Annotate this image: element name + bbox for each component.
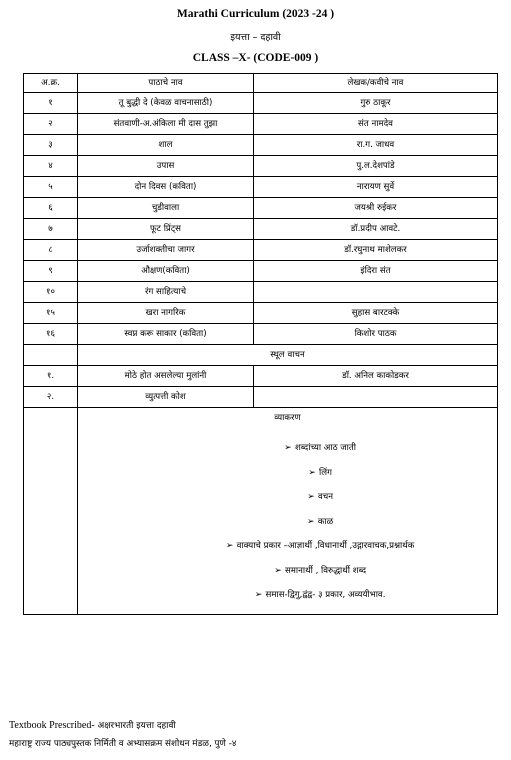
table-row	[24, 282, 498, 303]
row-number: ८	[24, 240, 78, 261]
publisher-line: महाराष्ट्र राज्य पाठ्यपुस्तक निर्मिती व अभ्यासक्रम संशोधन मंडळ, पुणे -४	[9, 739, 237, 749]
lesson-title: तू बुद्धी दे (केवळ वाचनासाठी)	[78, 93, 254, 114]
author-name: डॉ.रघुनाथ माशेलकर	[254, 240, 498, 261]
author-name: जयश्री रुईकर	[254, 198, 498, 219]
lesson-title: मोठे होत असलेल्या मुलांनी	[78, 366, 254, 387]
grammar-list	[140, 442, 497, 614]
table-row	[24, 198, 498, 219]
row-number: १	[24, 93, 78, 114]
grammar-item-text: काळ	[317, 516, 334, 527]
grammar-item	[140, 589, 497, 614]
table-row	[24, 114, 498, 135]
row-number: ९	[24, 261, 78, 282]
row-number: ६	[24, 198, 78, 219]
column-header-author: लेखक/कवीचे नाव	[254, 74, 498, 93]
grammar-item	[140, 540, 497, 565]
author-name: रा.ग. जाधव	[254, 135, 498, 156]
lesson-title: रंग साहित्याचे	[78, 282, 254, 303]
prescribed-label: Textbook Prescribed-	[9, 720, 95, 731]
author-name: डॉ.प्रदीप आवटे.	[254, 219, 498, 240]
class-subtitle: इयत्ता – दहावी	[230, 32, 281, 43]
author-name: सुहास बारटक्के	[254, 303, 498, 324]
row-number: २.	[24, 387, 78, 408]
table-header-row	[24, 74, 498, 93]
author-name	[254, 387, 498, 408]
lesson-title: दोन दिवस (कविता)	[78, 177, 254, 198]
blank-cell	[24, 408, 78, 615]
arrow-bullet-icon: ➢	[225, 541, 234, 551]
grammar-item	[140, 565, 497, 590]
column-header-number: अ.क्र.	[24, 74, 78, 93]
arrow-bullet-icon: ➢	[307, 492, 315, 502]
textbook-prescribed	[9, 719, 176, 731]
arrow-bullet-icon: ➢	[274, 565, 282, 576]
row-number: १६	[24, 324, 78, 345]
row-number: ५	[24, 177, 78, 198]
grammar-item	[140, 491, 497, 516]
supplementary-rows	[24, 366, 498, 408]
lesson-title: संतवाणी-अ.अंकिला मी दास तुझा	[78, 114, 254, 135]
lesson-title: चुडीवाला	[78, 198, 254, 219]
lesson-title: स्वप्न करू साकार (कविता)	[78, 324, 254, 345]
grammar-item	[140, 442, 497, 467]
table-row	[24, 261, 498, 282]
row-number: ४	[24, 156, 78, 177]
lesson-title: उपास	[78, 156, 254, 177]
table-row	[24, 93, 498, 114]
blank-cell	[24, 345, 78, 366]
grammar-item-text: वाक्याचे प्रकार –आज्ञार्थी ,विधानार्थी ,उद्गारवाचक,प्रश्नार्थक	[236, 541, 415, 551]
table-row	[24, 135, 498, 156]
row-number: ७	[24, 219, 78, 240]
lesson-title: औक्षण(कविता)	[78, 261, 254, 282]
row-number: ३	[24, 135, 78, 156]
grammar-heading: व्याकरण	[274, 413, 301, 423]
table-row	[24, 366, 498, 387]
grammar-item-text: लिंग	[319, 467, 332, 478]
grammar-item-text: शब्दांच्या आठ जाती	[294, 443, 357, 453]
grammar-item	[140, 516, 497, 541]
author-name: गुरु ठाकूर	[254, 93, 498, 114]
author-name: संत नामदेव	[254, 114, 498, 135]
class-code: CLASS –X- (CODE-009 )	[192, 52, 319, 64]
lesson-title: शाल	[78, 135, 254, 156]
prescribed-book: अक्षरभारती इयत्ता दहावी	[94, 721, 176, 731]
grammar-item-text: समास-द्विगु,द्वंद्व- ३ प्रकार, अव्ययीभाव.	[265, 590, 386, 600]
row-number: १०	[24, 282, 78, 303]
table-row	[24, 240, 498, 261]
lesson-rows	[24, 93, 498, 345]
arrow-bullet-icon: ➢	[307, 516, 315, 527]
row-number: १५	[24, 303, 78, 324]
grammar-item	[140, 467, 497, 492]
curriculum-table	[23, 73, 498, 615]
grammar-item-text: वचन	[317, 492, 333, 502]
row-number: १.	[24, 366, 78, 387]
arrow-bullet-icon: ➢	[284, 443, 292, 453]
curriculum-title: Marathi Curriculum (2023 -24 )	[176, 8, 335, 20]
lesson-title: उर्जाशक्तीचा जागर	[78, 240, 254, 261]
author-name: इंदिरा संत	[254, 261, 498, 282]
row-number: २	[24, 114, 78, 135]
grammar-cell	[78, 408, 498, 615]
author-name: डॉ. अनिल काकोडकर	[254, 366, 498, 387]
arrow-bullet-icon: ➢	[254, 590, 263, 600]
grammar-row	[24, 408, 498, 615]
table-row	[24, 219, 498, 240]
column-header-lesson: पाठाचे नाव	[78, 74, 254, 93]
author-name: पु.ल.देशपांडे	[254, 156, 498, 177]
table-row	[24, 156, 498, 177]
lesson-title: फूट प्रिंट्स	[78, 219, 254, 240]
supplementary-heading: स्थूल वाचन	[78, 345, 498, 366]
supplementary-heading-row	[24, 345, 498, 366]
table-row	[24, 387, 498, 408]
table-row	[24, 324, 498, 345]
author-name: किशोर पाठक	[254, 324, 498, 345]
author-name	[254, 282, 498, 303]
author-name: नारायण सुर्वे	[254, 177, 498, 198]
grammar-item-text: समानार्थी , विरुद्धार्थी शब्द	[284, 565, 367, 576]
lesson-title: खरा नागरिक	[78, 303, 254, 324]
table-row	[24, 177, 498, 198]
arrow-bullet-icon: ➢	[308, 467, 316, 478]
lesson-title: व्युत्पत्ती कोश	[78, 387, 254, 408]
table-row	[24, 303, 498, 324]
